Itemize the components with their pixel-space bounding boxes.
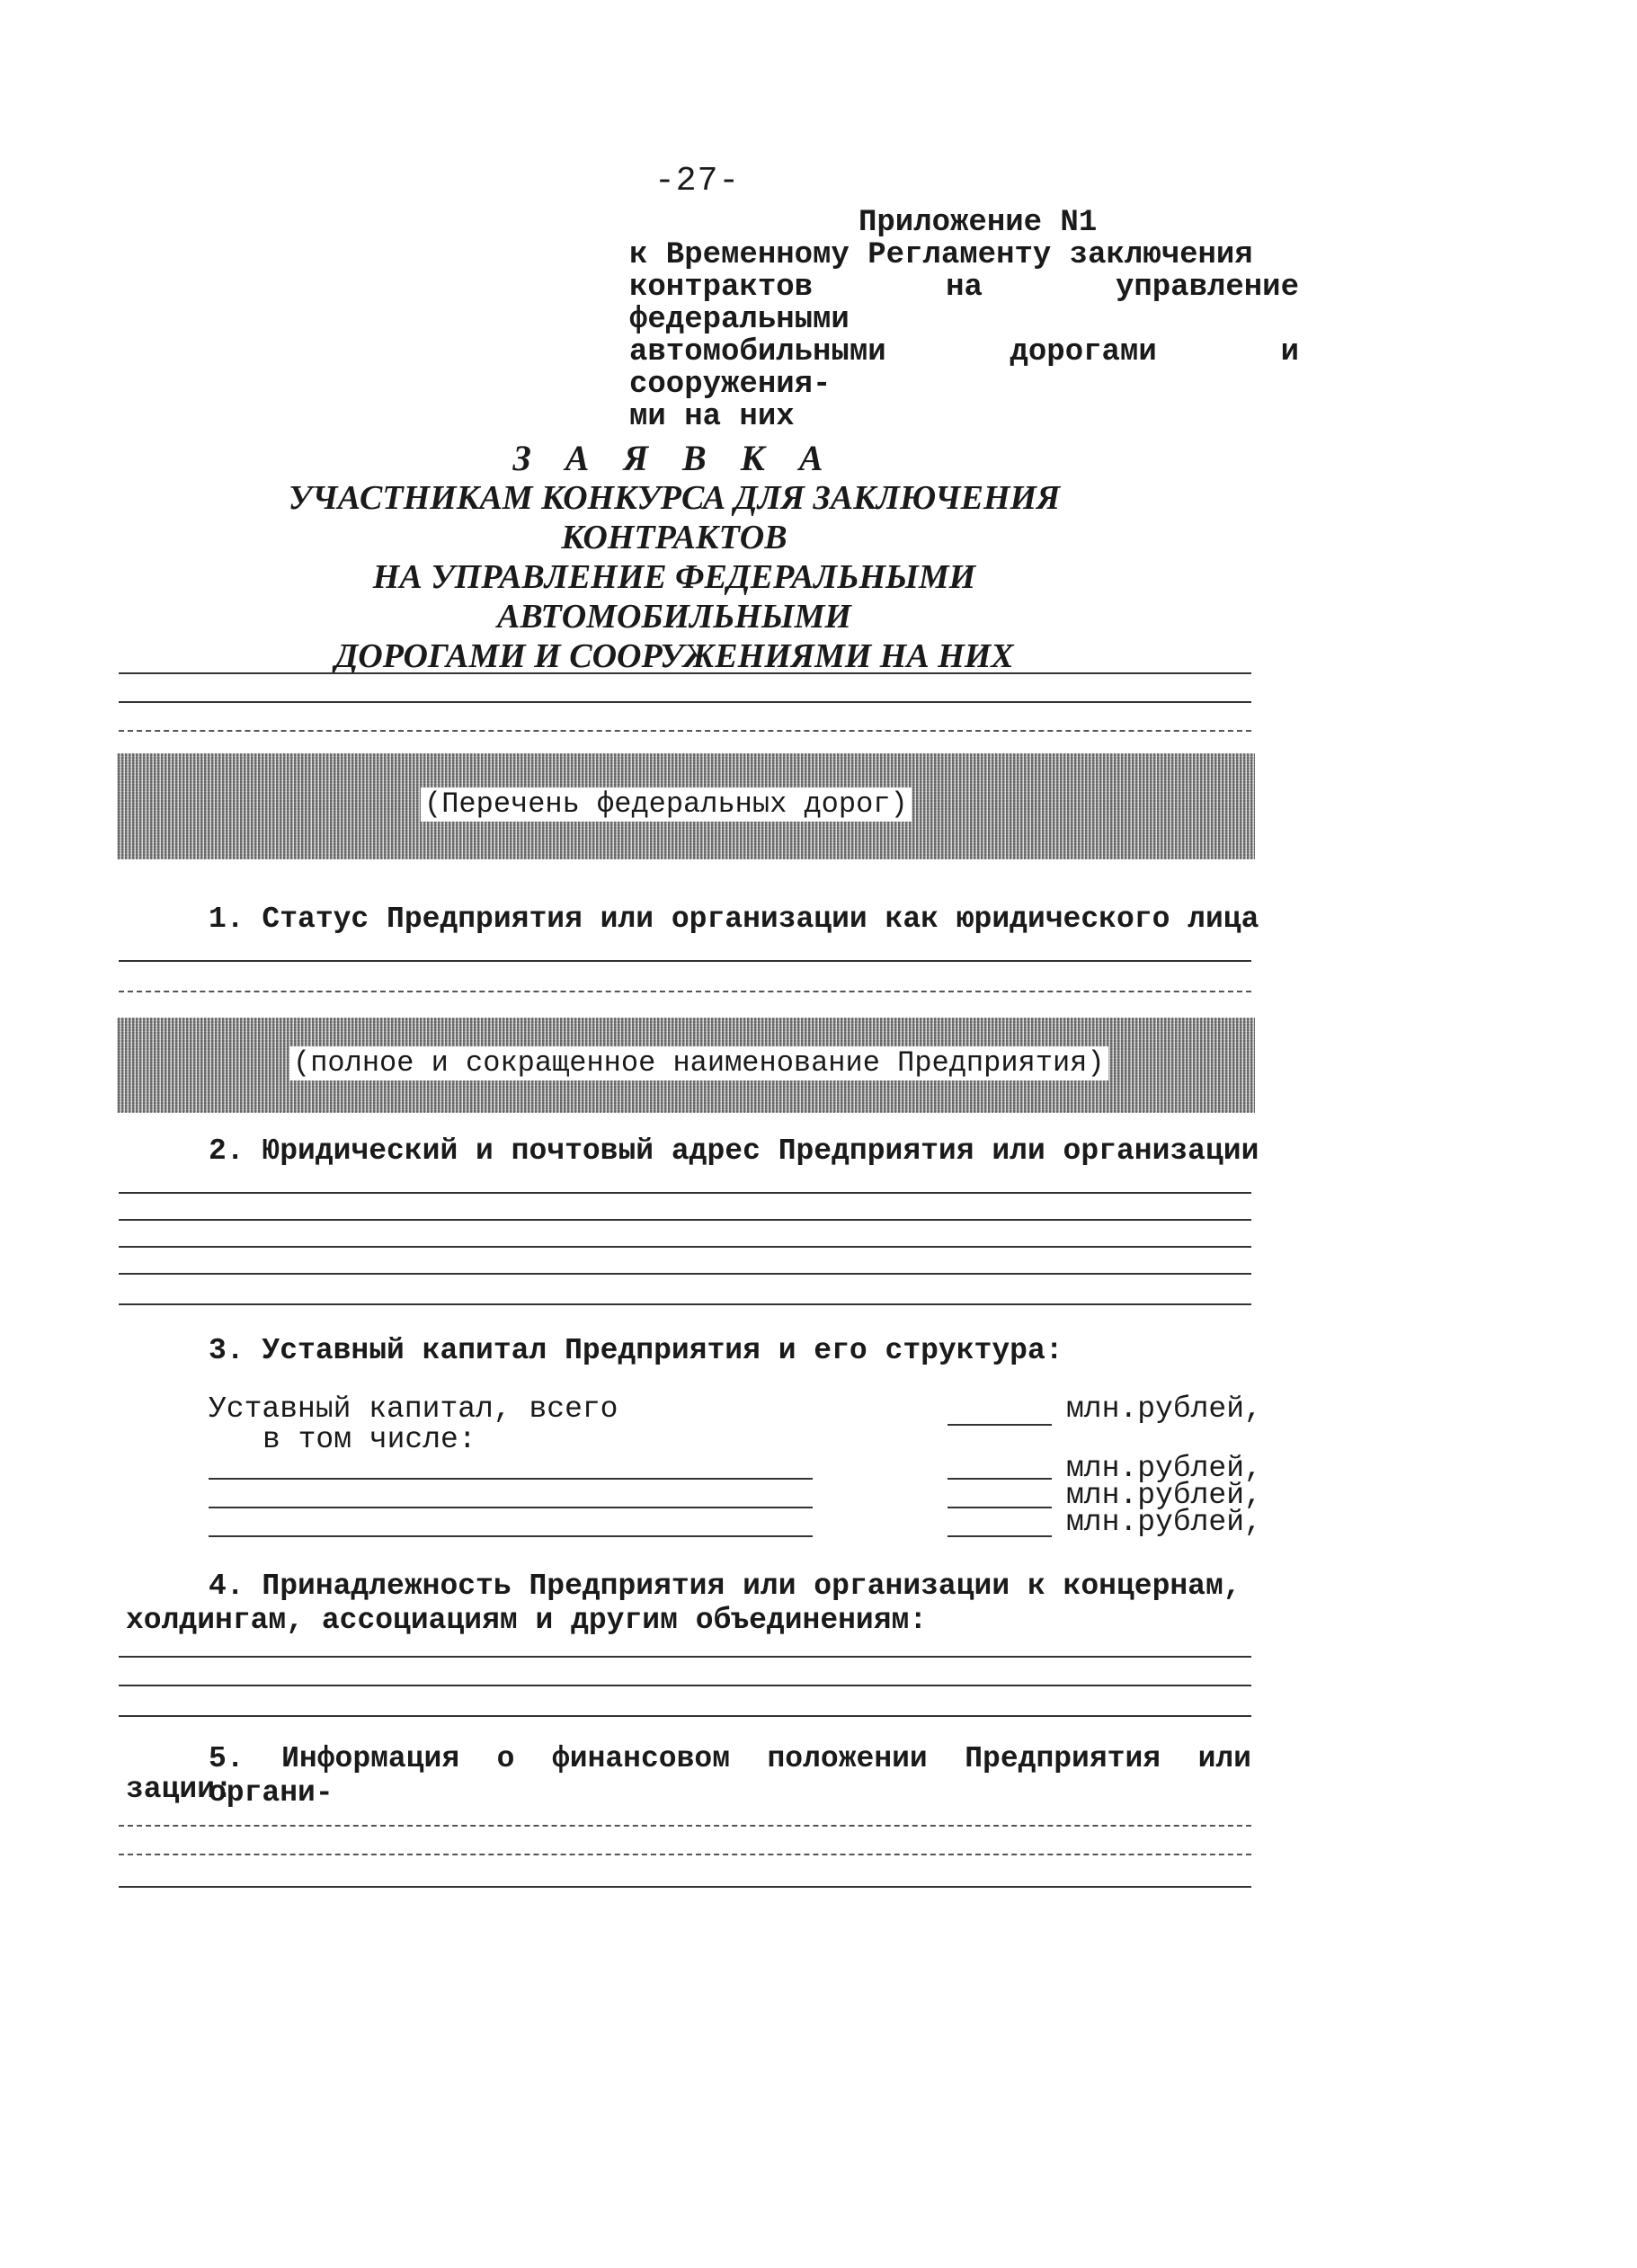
heading-line: НА УПРАВЛЕНИЕ ФЕДЕРАЛЬНЫМИ АВТОМОБИЛЬНЫМИ — [372, 558, 976, 636]
capital-total-label: Уставный капитал, всего — [209, 1392, 618, 1426]
appendix-block — [629, 207, 1299, 433]
section-1-title: 1. Статус Предприятия или организации как юридического лица — [209, 903, 1259, 936]
appendix-line: ми на них — [629, 400, 795, 434]
blank-line[interactable] — [119, 1886, 1251, 1888]
roads-caption: (Перечень федеральных дорог) — [421, 787, 912, 822]
blank-line[interactable] — [119, 1656, 1251, 1658]
blank-line[interactable] — [119, 672, 1251, 674]
blank-line[interactable] — [119, 1219, 1251, 1221]
capital-total-field[interactable] — [948, 1424, 1052, 1426]
blank-line[interactable] — [119, 1715, 1251, 1717]
heading-word: З А Я В К А — [512, 438, 836, 478]
blank-line[interactable] — [119, 991, 1251, 992]
section-2-title: 2. Юридический и почтовый адрес Предприятия или организации — [209, 1134, 1259, 1168]
appendix-line: контрактов на управление федеральными — [629, 271, 1299, 337]
appendix-title: Приложение N1 — [859, 206, 1098, 240]
blank-line[interactable] — [119, 1303, 1251, 1305]
blank-line[interactable] — [119, 1685, 1251, 1686]
blank-line[interactable] — [119, 1825, 1251, 1827]
blank-line[interactable] — [119, 730, 1251, 732]
name-caption: (полное и сокращенное наименование Предприятия) — [289, 1046, 1108, 1081]
capital-item-amount-field[interactable] — [948, 1507, 1052, 1508]
section-5-title-cont: зации: — [126, 1773, 233, 1806]
form-heading — [270, 439, 1079, 676]
unit-label: млн.рублей, — [1066, 1506, 1262, 1539]
blank-line[interactable] — [119, 1854, 1251, 1855]
section-4-title: 4. Принадлежность Предприятия или организации к концернам, — [209, 1570, 1241, 1603]
unit-label: млн.рублей, — [1066, 1392, 1262, 1426]
capital-item-name-field[interactable] — [209, 1535, 813, 1537]
page-number: -27- — [654, 162, 741, 200]
appendix-line: к Временному Регламенту заключения — [629, 238, 1253, 272]
heading-line: ДОРОГАМИ И СООРУЖЕНИЯМИ НА НИХ — [334, 637, 1014, 675]
blank-line[interactable] — [119, 1273, 1251, 1275]
capital-item-amount-field[interactable] — [948, 1478, 1052, 1480]
section-5-title: 5. Информация о финансовом положении Предприятия или органи- — [209, 1742, 1251, 1810]
section-3-title: 3. Уставный капитал Предприятия и его структура: — [209, 1334, 1063, 1367]
blank-line[interactable] — [119, 1192, 1251, 1194]
capital-item-amount-field[interactable] — [948, 1535, 1052, 1537]
capital-item-name-field[interactable] — [209, 1478, 813, 1480]
blank-line[interactable] — [119, 701, 1251, 703]
blank-line[interactable] — [119, 960, 1251, 962]
capital-item-name-field[interactable] — [209, 1507, 813, 1508]
unit-label: млн.рублей, — [1066, 1479, 1262, 1512]
blank-line[interactable] — [119, 1246, 1251, 1248]
capital-sub-label: в том числе: — [262, 1423, 476, 1456]
section-4-title-cont: холдингам, ассоциациям и другим объединениям: — [126, 1604, 928, 1637]
appendix-line: автомобильными дорогами и сооружения- — [629, 335, 1299, 402]
unit-label: млн.рублей, — [1066, 1452, 1262, 1485]
heading-line: УЧАСТНИКАМ КОНКУРСА ДЛЯ ЗАКЛЮЧЕНИЯ КОНТРАКТОВ — [288, 479, 1061, 556]
